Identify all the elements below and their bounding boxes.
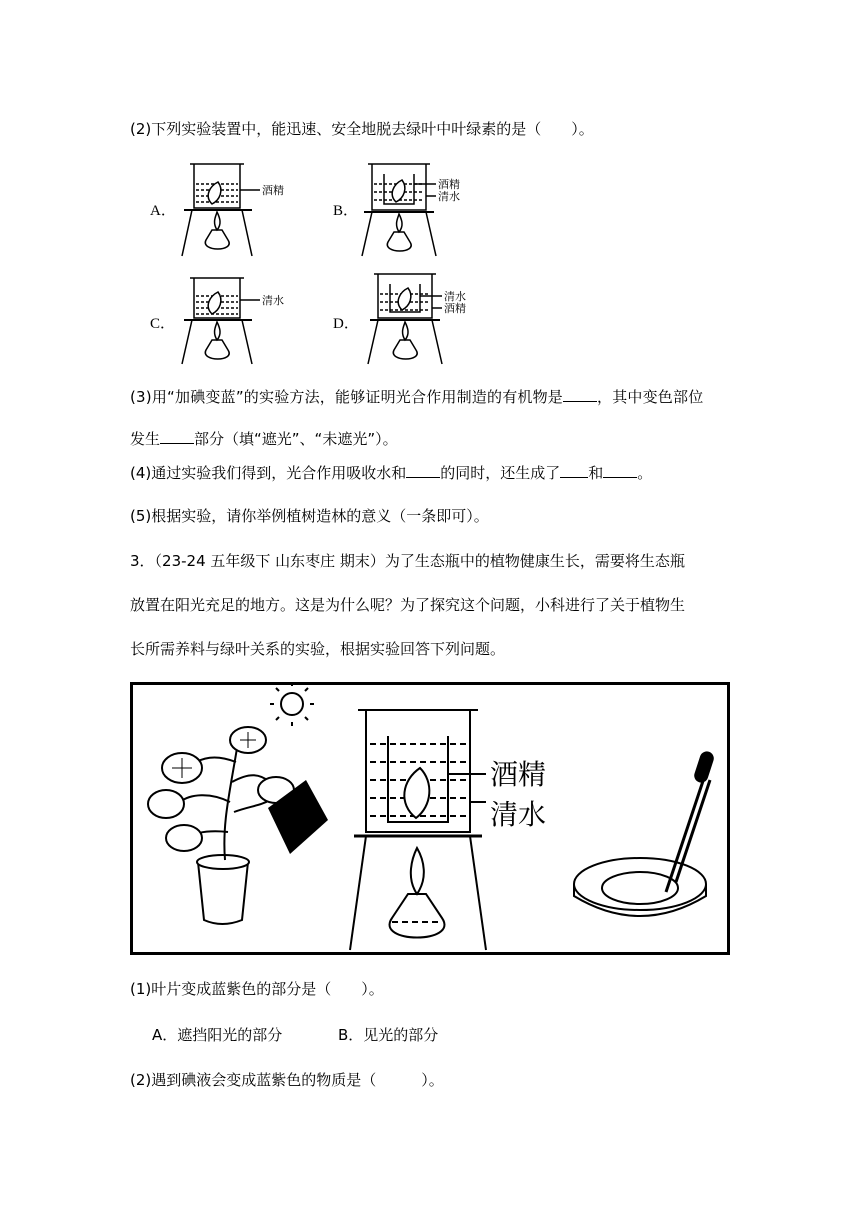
question-3-text-b: ，其中变色部位 [597, 388, 704, 406]
answer-blank[interactable] [560, 463, 588, 478]
option-d-tag-water: 清水 [444, 290, 466, 303]
option-b-label: B． [333, 203, 359, 219]
question-3b-line-2: 放置在阳光充足的地方。这是为什么呢？为了探究这个问题，小科进行了关于植物生 [130, 596, 686, 614]
answer-blank[interactable] [406, 463, 440, 478]
option-c-label: C． [150, 316, 176, 332]
answer-blank[interactable] [603, 463, 637, 478]
question-4-text-b: 的同时，还生成了 [440, 464, 561, 482]
question-4-text-d: 。 [637, 464, 653, 482]
option-d-label: D． [333, 316, 359, 332]
question-4-line [130, 462, 652, 484]
question-3b-line-1: 3．（23-24 五年级下 山东枣庄 期末）为了生态瓶中的植物健康生长，需要将生态瓶 [130, 552, 685, 570]
question-4-text-c: 和 [588, 464, 604, 482]
question-3-line-2 [130, 428, 398, 450]
answer-blank[interactable] [563, 387, 597, 402]
option-b-text[interactable]: B．见光的部分 [338, 1026, 439, 1044]
option-b-apparatus [362, 160, 482, 260]
answer-blank[interactable] [160, 429, 194, 444]
question-3-text-d: 部分（填“遮光”、“未遮光”）。 [194, 430, 398, 448]
option-d-tag-alcohol: 酒精 [444, 302, 466, 315]
option-d-apparatus [368, 268, 488, 368]
figure-label-water: 清水 [490, 800, 547, 831]
option-a-tag-alcohol: 酒精 [262, 184, 284, 197]
option-b-tag-water: 清水 [438, 190, 460, 203]
option-a-label: A． [150, 203, 176, 219]
question-5-line: (5)根据实验，请你举例植树造林的意义（一条即可）。 [130, 507, 489, 525]
question-4-text-a: (4)通过实验我们得到，光合作用吸收水和 [130, 464, 407, 482]
experiment-figure [130, 682, 730, 956]
question-3-text-c: 发生 [130, 430, 161, 448]
question-3-text-a: (3)用“加碘变蓝”的实验方法，能够证明光合作用制造的有机物是 [130, 388, 563, 406]
question-2-stem: (2)下列实验装置中，能迅速、安全地脱去绿叶中叶绿素的是（ ）。 [130, 120, 594, 138]
option-a-text[interactable]: A．遮挡阳光的部分 [152, 1026, 283, 1044]
question-3-sub2-stem: (2)遇到碘液会变成蓝紫色的物质是（ ）。 [130, 1071, 444, 1089]
question-3-line-1 [130, 386, 703, 408]
option-c-apparatus [180, 268, 300, 368]
option-c-tag-water: 清水 [262, 294, 284, 307]
question-3b-line-3: 长所需养料与绿叶关系的实验，根据实验回答下列问题。 [130, 640, 506, 658]
figure-label-alcohol: 酒精 [490, 760, 547, 791]
question-3-sub1-stem: (1)叶片变成蓝紫色的部分是（ ）。 [130, 980, 384, 998]
option-b-tag-alcohol: 酒精 [438, 178, 460, 191]
option-a-apparatus [180, 160, 300, 260]
